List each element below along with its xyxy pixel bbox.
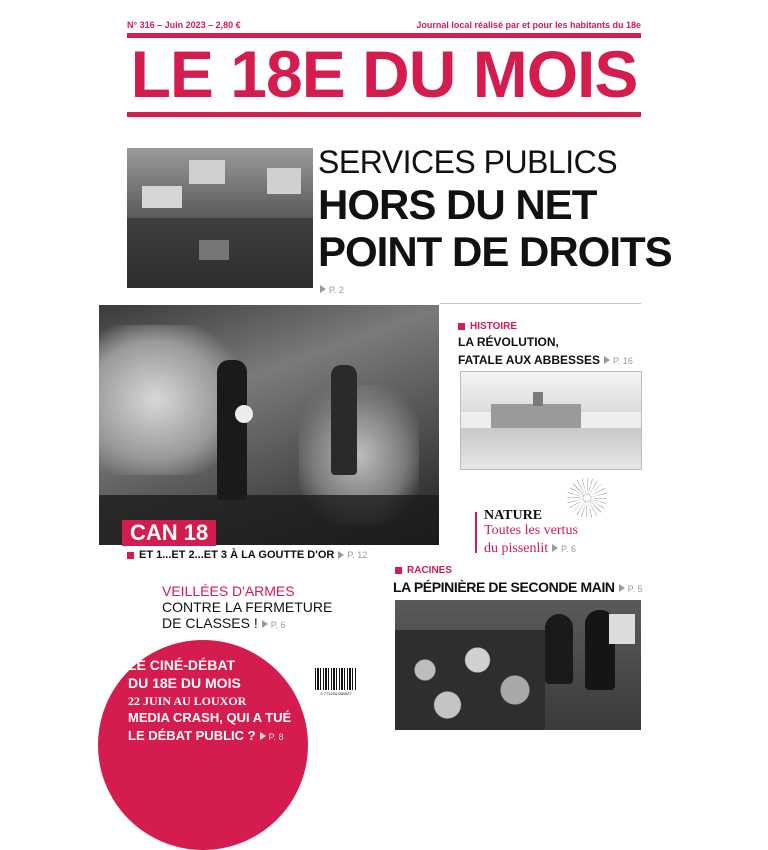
cine-line-4: LE DÉBAT PUBLIC ?	[128, 728, 256, 743]
veillees-line-2-row	[162, 615, 286, 633]
racines-rubric-line	[395, 565, 452, 576]
bullet-square-icon	[127, 552, 134, 559]
placard-shape	[189, 160, 225, 184]
arrow-right-icon	[552, 544, 558, 552]
ball-shape	[235, 405, 253, 423]
placard-shape	[142, 186, 182, 208]
cine-date: 22 JUIN AU LOUXOR	[128, 694, 247, 708]
dandelion-icon	[567, 478, 607, 518]
nature-rubric: NATURE	[484, 508, 543, 523]
person-silhouette	[545, 614, 573, 684]
masthead-bottom-rule	[127, 112, 641, 117]
nature-page: P. 6	[561, 544, 577, 554]
can-subtitle: ET 1...ET 2...ET 3 À LA GOUTTE D'OR	[139, 549, 335, 561]
can-subtitle-line	[127, 549, 367, 561]
arrow-right-icon	[320, 285, 326, 293]
arrow-right-icon	[604, 356, 610, 364]
racines-page: P. 5	[627, 584, 643, 594]
cine-page: P. 8	[268, 732, 284, 742]
player-silhouette	[331, 365, 357, 475]
engraving-building	[533, 392, 543, 406]
histoire-page: P. 16	[613, 356, 633, 366]
lead-kicker: SERVICES PUBLICS	[318, 144, 618, 180]
protest-photo	[127, 148, 313, 288]
cine-line-2: DU 18E DU MOIS	[128, 675, 241, 691]
masthead-title: LE 18E DU MOIS	[130, 37, 638, 111]
cine-line-4-row	[128, 727, 283, 745]
cine-circle	[98, 640, 308, 850]
lead-page-ref	[316, 280, 344, 298]
can-page: P. 12	[347, 550, 368, 560]
veillees-line-1: CONTRE LA FERMETURE	[162, 599, 333, 615]
lead-headline-1: HORS DU NET	[318, 181, 597, 228]
arrow-right-icon	[619, 584, 625, 592]
issue-info: N° 316 – Juin 2023 – 2,80 €	[127, 20, 241, 30]
engraving-image	[460, 371, 642, 470]
poster-shape	[609, 614, 635, 644]
section-divider	[440, 303, 641, 304]
football-photo	[99, 305, 439, 545]
racines-rubric: RACINES	[407, 565, 453, 576]
histoire-title-2-line	[458, 351, 633, 369]
lead-headline-2: POINT DE DROITS	[318, 228, 672, 275]
histoire-rubric: HISTOIRE	[470, 321, 518, 332]
arrow-right-icon	[262, 620, 268, 628]
engraving-building	[491, 404, 581, 428]
nature-title-2: du pissenlit	[484, 541, 549, 556]
barcode-bars	[315, 668, 357, 690]
cine-line-1: LE CINÉ-DÉBAT	[128, 657, 236, 673]
nature-title-2-line	[484, 539, 576, 557]
engraving-ground	[461, 428, 641, 469]
veillees-line-2: DE CLASSES !	[162, 615, 258, 631]
racines-title-line	[393, 579, 643, 597]
bullet-square-icon	[395, 567, 402, 574]
cine-line-3: MEDIA CRASH, QUI A TUÉ	[128, 710, 292, 725]
nature-rule	[475, 512, 477, 553]
nursery-photo	[395, 600, 641, 730]
tagline: Journal local réalisé par et pour les habitants du 18e	[416, 20, 641, 30]
crowd-shape	[127, 218, 313, 288]
player-silhouette	[217, 360, 247, 500]
lead-page: P. 2	[329, 285, 344, 295]
histoire-title-1: LA RÉVOLUTION,	[458, 335, 559, 349]
arrow-right-icon	[260, 732, 266, 740]
racines-title: LA PÉPINIÈRE DE SECONDE MAIN	[393, 579, 615, 595]
histoire-rubric-line	[458, 321, 517, 332]
barcode-digits: 9 771254 660007	[320, 691, 352, 696]
histoire-title-2: FATALE AUX ABBESSES	[458, 353, 601, 367]
arrow-right-icon	[338, 551, 344, 559]
barcode	[315, 668, 357, 698]
placard-shape	[267, 168, 301, 194]
veillees-title: VEILLÉES D'ARMES	[162, 583, 295, 599]
veillees-page: P. 6	[270, 620, 286, 630]
bullet-square-icon	[458, 323, 465, 330]
can-label: CAN 18	[122, 520, 216, 546]
plants-shape	[395, 630, 545, 730]
nature-title-1: Toutes les vertus	[484, 523, 578, 538]
